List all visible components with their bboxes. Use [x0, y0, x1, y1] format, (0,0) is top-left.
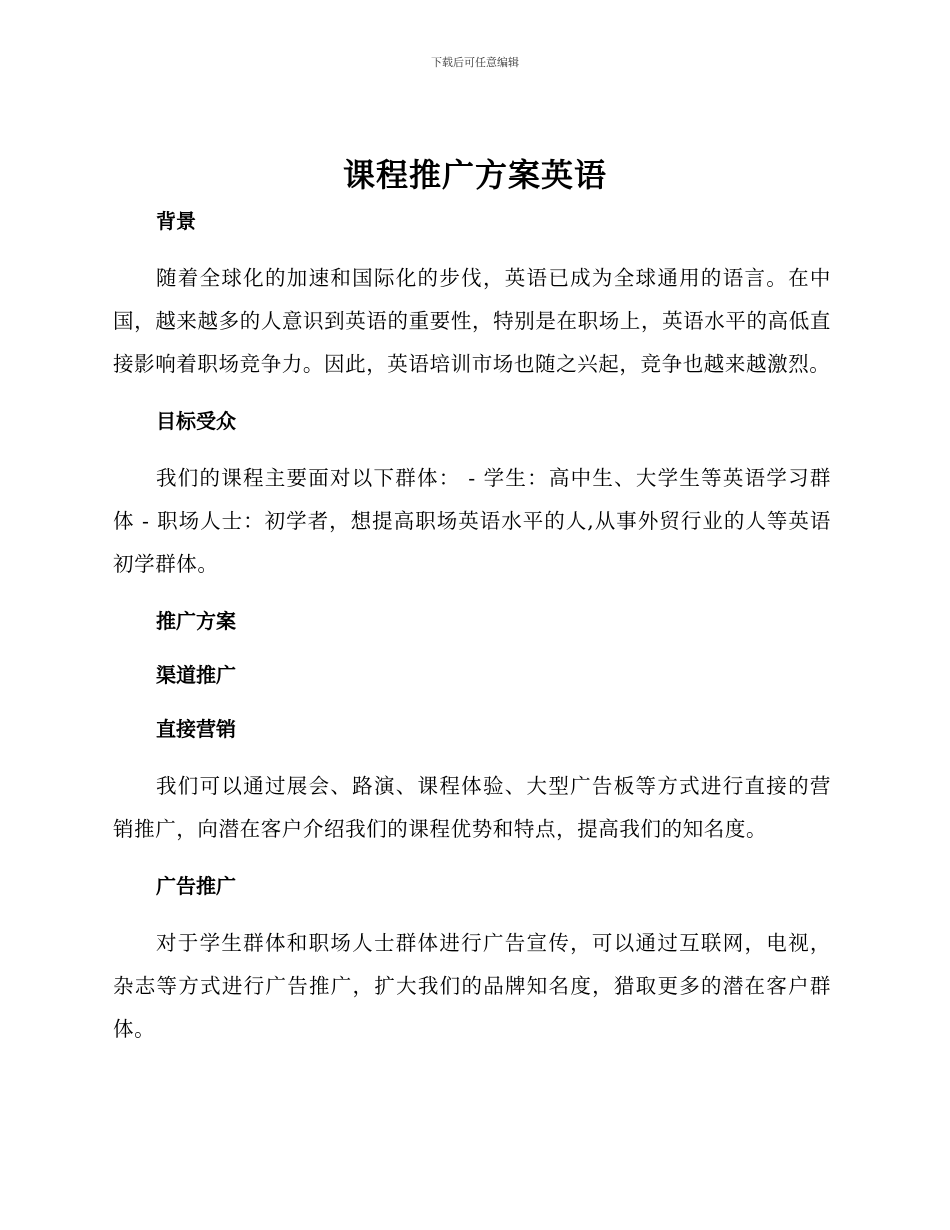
document-title: 课程推广方案英语: [342, 156, 607, 194]
document-body: [113, 203, 831, 1051]
section-heading-channel: 渠道推广: [156, 663, 236, 687]
section-heading-audience: 目标受众: [156, 409, 236, 433]
section-heading-promotion: 推广方案: [156, 609, 236, 633]
section-heading-direct-marketing: 直接营销: [156, 717, 236, 741]
section-heading-advertising: 广告推广: [156, 874, 236, 898]
paragraph-audience: 我们的课程主要面对以下群体： - 学生：高中生、大学生等英语学习群体 - 职场人士：初学者，想提高职场英语水平的人,从事外贸行业的人等英语初学群体。: [113, 466, 831, 576]
paragraph-advertising: 对于学生群体和职场人士群体进行广告宣传，可以通过互联网，电视，杂志等方式进行广告推广，扩大我们的品牌知名度，猎取更多的潜在客户群体。: [113, 931, 831, 1041]
paragraph-background: 随着全球化的加速和国际化的步伐，英语已成为全球通用的语言。在中国，越来越多的人意识到英语的重要性，特别是在职场上，英语水平的高低直接影响着职场竞争力。因此，英语培训市场也随之兴起，竞争也越来越激烈。: [113, 266, 831, 376]
section-heading-background: 背景: [156, 209, 196, 233]
paragraph-direct-marketing: 我们可以通过展会、路演、课程体验、大型广告板等方式进行直接的营销推广，向潜在客户介绍我们的课程优势和特点，提高我们的知名度。: [113, 774, 831, 841]
page-header-note: 下载后可任意编辑: [431, 56, 519, 69]
